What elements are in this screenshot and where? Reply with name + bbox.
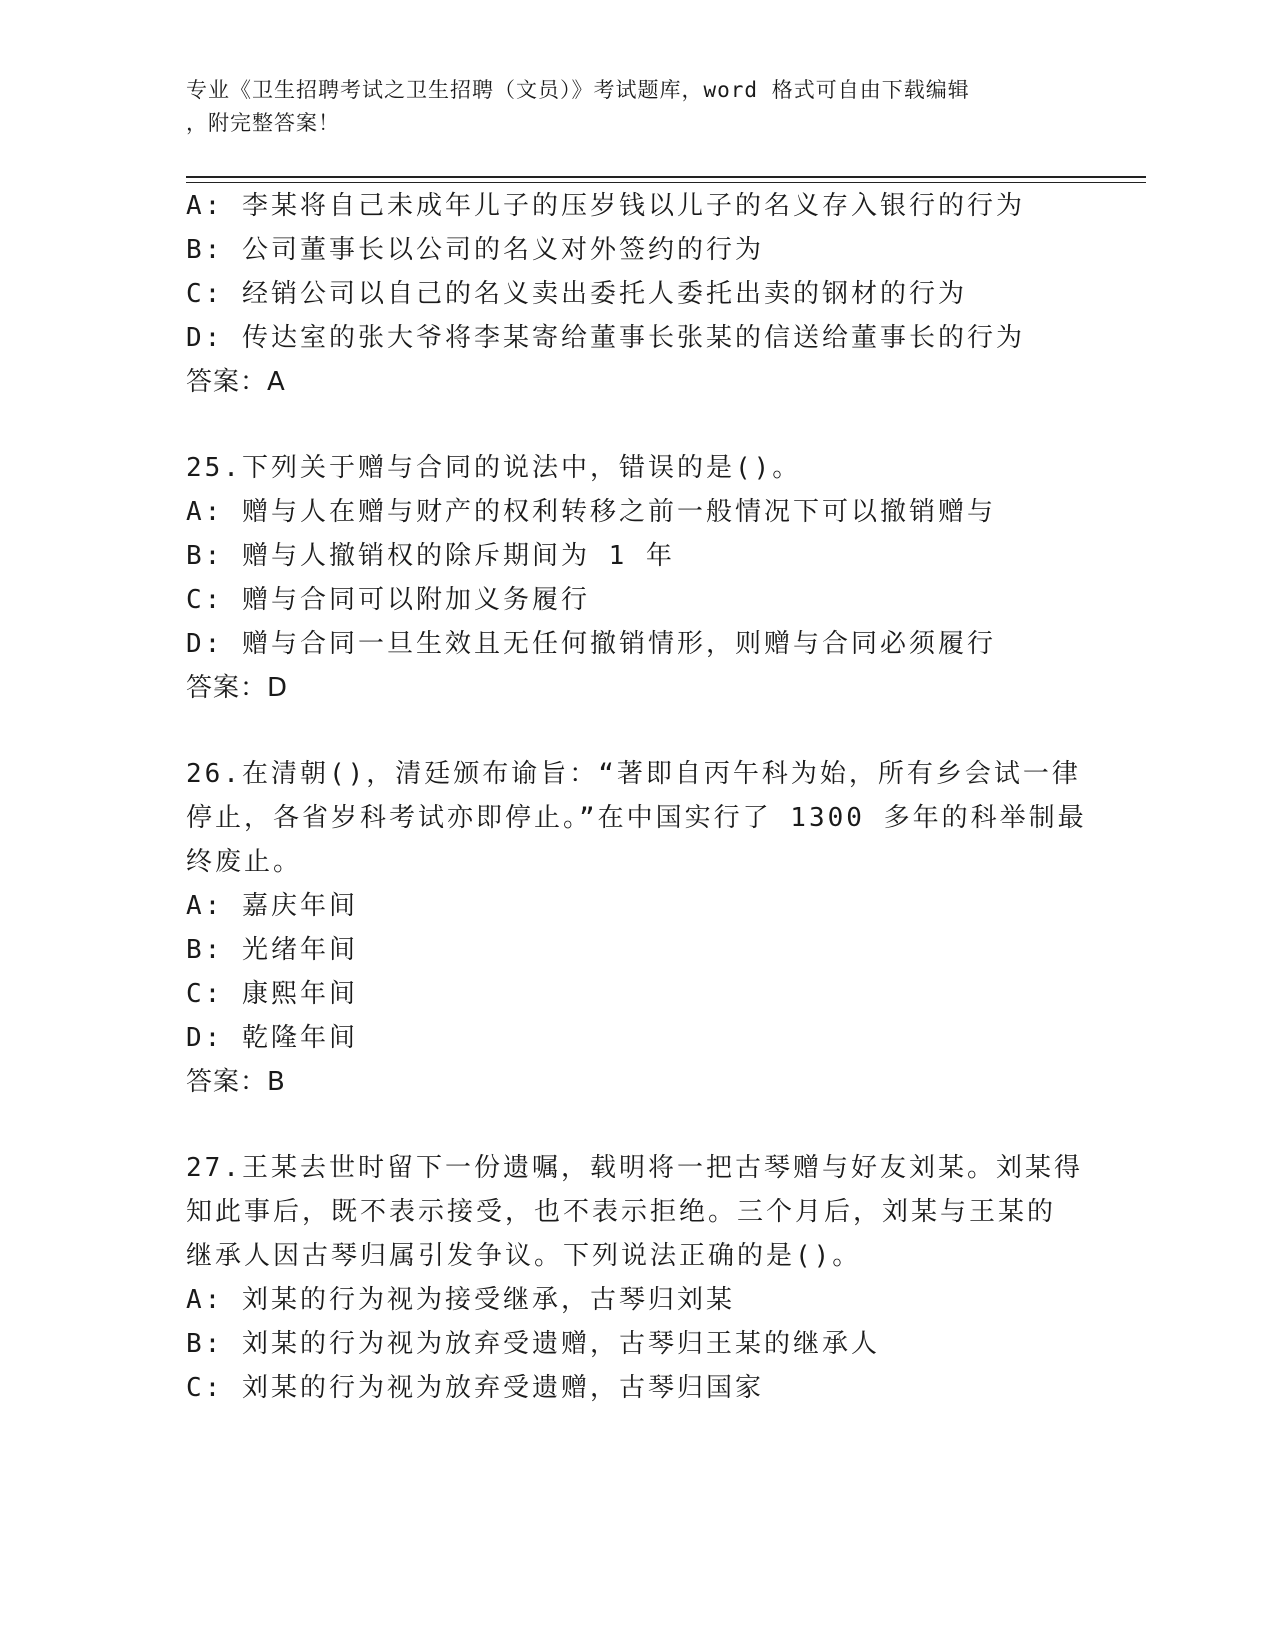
q26-option-c: C: 康熙年间 [186, 979, 358, 1009]
q27-option-b: B: 刘某的行为视为放弃受遗赠，古琴归王某的继承人 [186, 1329, 880, 1359]
q24-answer: 答案：A [186, 367, 286, 397]
q26-stem-line-2: 停止，各省岁科考试亦即停止。”在中国实行了 1300 多年的科举制最 [186, 803, 1087, 833]
q27-option-a: A: 刘某的行为视为接受继承，古琴归刘某 [186, 1285, 735, 1315]
q24-option-a: A: 李某将自己未成年儿子的压岁钱以儿子的名义存入银行的行为 [186, 191, 1025, 221]
header-line-1: 专业《卫生招聘考试之卫生招聘（文员）》考试题库，word 格式可自由下载编辑 [186, 78, 970, 102]
q24-option-c: C: 经销公司以自己的名义卖出委托人委托出卖的钢材的行为 [186, 279, 967, 309]
q26-option-d: D: 乾隆年间 [186, 1023, 358, 1053]
q25-option-c: C: 赠与合同可以附加义务履行 [186, 585, 590, 615]
q25-answer: 答案：D [186, 673, 289, 703]
q25-option-d: D: 赠与合同一旦生效且无任何撤销情形，则赠与合同必须履行 [186, 629, 996, 659]
q24-option-b: B: 公司董事长以公司的名义对外签约的行为 [186, 235, 764, 265]
header-divider-thick [186, 176, 1146, 178]
q26-option-b: B: 光绪年间 [186, 935, 358, 965]
q25-stem: 25.下列关于赠与合同的说法中，错误的是()。 [186, 453, 802, 483]
q26-answer: 答案：B [186, 1067, 286, 1097]
header-line-2: ，附完整答案！ [186, 111, 340, 135]
q25-option-b: B: 赠与人撤销权的除斥期间为 1 年 [186, 541, 675, 571]
q27-stem-line-2: 知此事后，既不表示接受，也不表示拒绝。三个月后，刘某与王某的 [186, 1197, 1057, 1227]
document-header [186, 74, 1066, 140]
q26-stem-line-3: 终废止。 [186, 847, 303, 877]
q26-option-a: A: 嘉庆年间 [186, 891, 358, 921]
q26-stem-line-1: 26.在清朝()，清廷颁布谕旨：“著即自丙午科为始，所有乡会试一律 [186, 759, 1081, 789]
q27-stem-line-3: 继承人因古琴归属引发争议。下列说法正确的是()。 [186, 1241, 862, 1271]
q27-option-c: C: 刘某的行为视为放弃受遗赠，古琴归国家 [186, 1373, 764, 1403]
q25-option-a: A: 赠与人在赠与财产的权利转移之前一般情况下可以撤销赠与 [186, 497, 996, 527]
q27-stem-line-1: 27.王某去世时留下一份遗嘱，载明将一把古琴赠与好友刘某。刘某得 [186, 1153, 1083, 1183]
q24-option-d: D: 传达室的张大爷将李某寄给董事长张某的信送给董事长的行为 [186, 323, 1025, 353]
